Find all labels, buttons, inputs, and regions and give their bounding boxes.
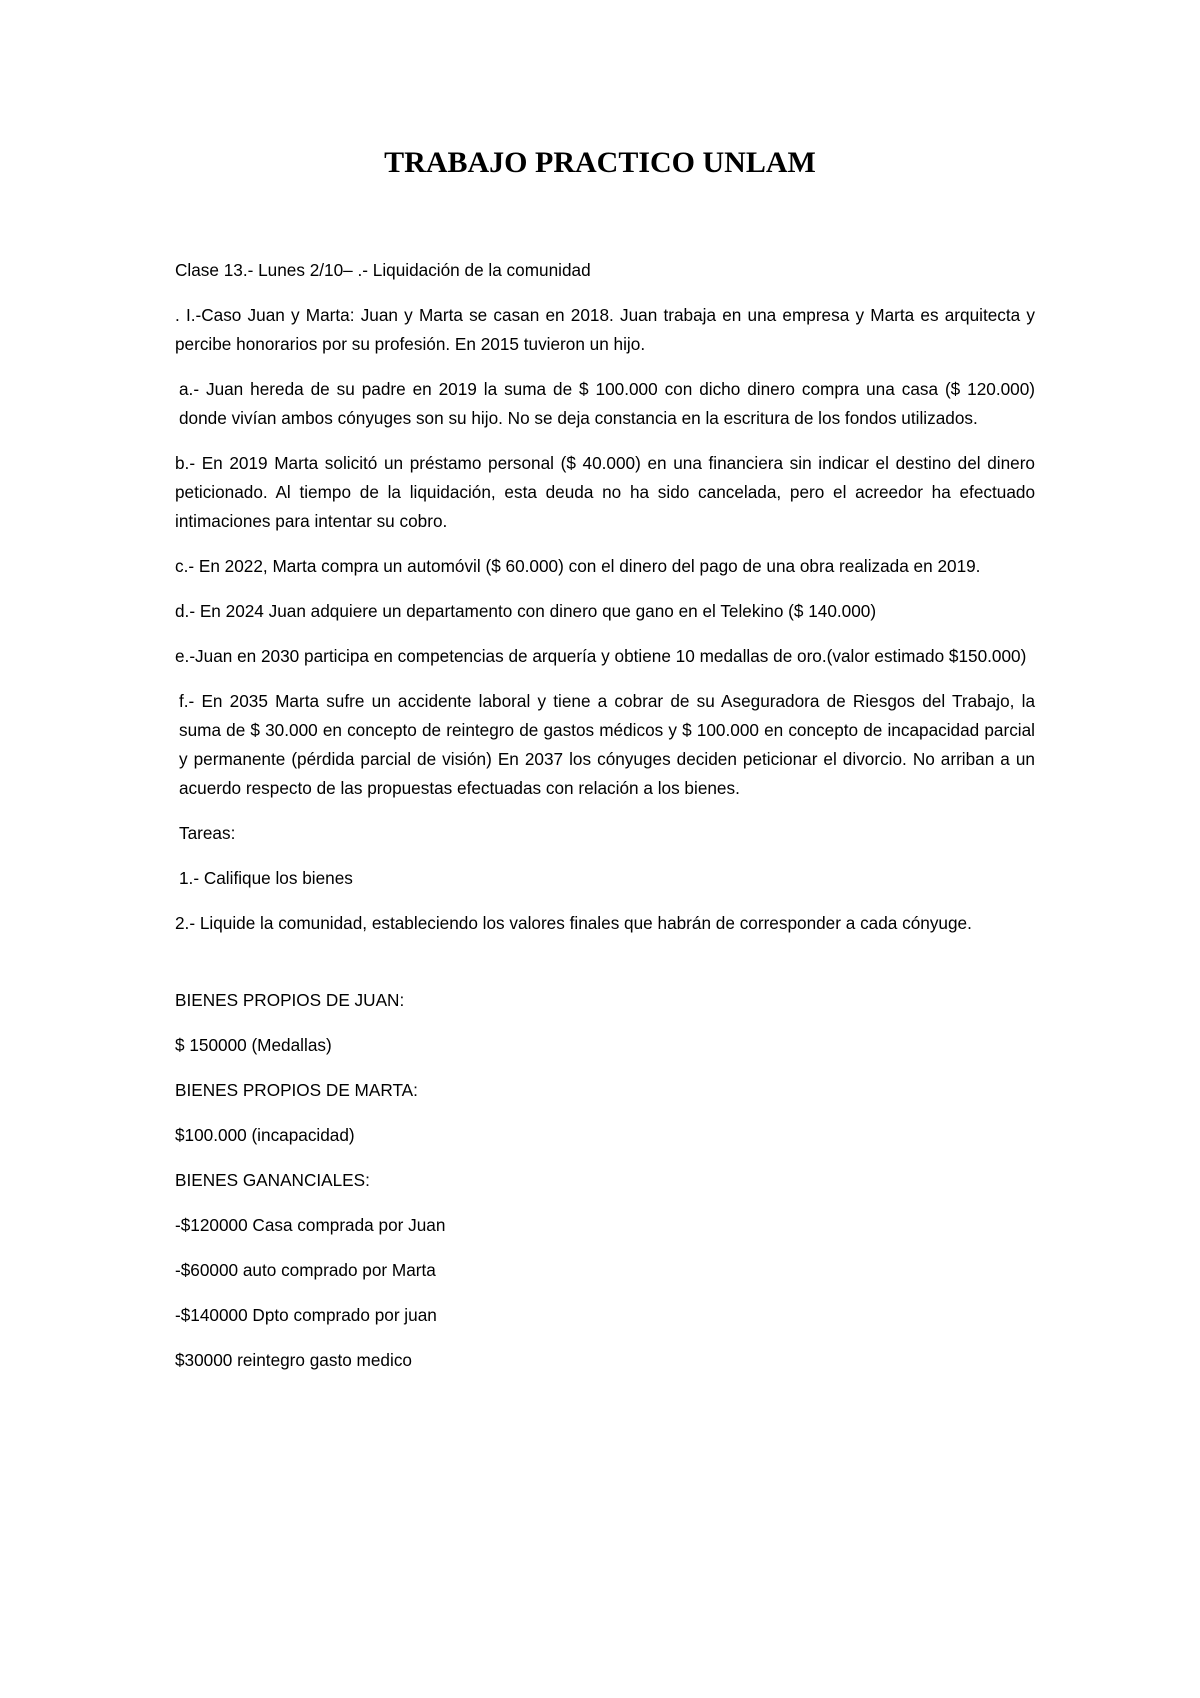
item-f-paragraph: f.- En 2035 Marta sufre un accidente laboral y tiene a cobrar de su Aseguradora de Riesgos del Trabajo, la suma de $ 30.000 en concepto de reintegro de gastos médicos y $ 100.000 en concepto de incapacidad parcial y permanente (pérdida parcial de visión) En 2037 los cónyuges deciden peticionar el divorcio. No arriban a un acuerdo respecto de las propuestas efectuadas con relación a los bienes. xyxy=(179,691,1035,798)
document-title: TRABAJO PRACTICO UNLAM xyxy=(384,146,816,179)
bienes-juan-item: $ 150000 (Medallas) xyxy=(175,1035,332,1055)
bienes-marta-label: BIENES PROPIOS DE MARTA: xyxy=(175,1080,418,1100)
clase-line: Clase 13.- Lunes 2/10– .- Liquidación de la comunidad xyxy=(175,260,591,280)
tareas-label: Tareas: xyxy=(179,823,236,843)
tarea-1: 1.- Califique los bienes xyxy=(179,868,353,888)
gananciales-item: -$140000 Dpto comprado por juan xyxy=(175,1305,437,1325)
caso-paragraph: . I.-Caso Juan y Marta: Juan y Marta se casan en 2018. Juan trabaja en una empresa y Marta es arquitecta y percibe honorarios por su profesión. En 2015 tuvieron un hijo. xyxy=(175,305,1035,354)
gananciales-item: $30000 reintegro gasto medico xyxy=(175,1350,412,1370)
document-body xyxy=(175,256,1035,1391)
item-e-paragraph: e.-Juan en 2030 participa en competencias de arquería y obtiene 10 medallas de oro.(valor estimado $150.000) xyxy=(175,646,1027,666)
tarea-2: 2.- Liquide la comunidad, estableciendo los valores finales que habrán de corresponder a cada cónyuge. xyxy=(175,913,972,933)
item-c-paragraph: c.- En 2022, Marta compra un automóvil ($ 60.000) con el dinero del pago de una obra realizada en 2019. xyxy=(175,556,981,576)
gananciales-item: -$60000 auto comprado por Marta xyxy=(175,1260,436,1280)
bienes-juan-label: BIENES PROPIOS DE JUAN: xyxy=(175,990,405,1010)
gananciales-item: -$120000 Casa comprada por Juan xyxy=(175,1215,446,1235)
gananciales-label: BIENES GANANCIALES: xyxy=(175,1170,370,1190)
item-b-paragraph: b.- En 2019 Marta solicitó un préstamo personal ($ 40.000) en una financiera sin indicar el destino del dinero peticionado. Al tiempo de la liquidación, esta deuda no ha sido cancelada, pero el acreedor ha efectuado intimaciones para intentar su cobro. xyxy=(175,453,1035,531)
item-d-paragraph: d.- En 2024 Juan adquiere un departamento con dinero que gano en el Telekino ($ 140.000) xyxy=(175,601,877,621)
bienes-marta-item: $100.000 (incapacidad) xyxy=(175,1125,355,1145)
item-a-paragraph: a.- Juan hereda de su padre en 2019 la suma de $ 100.000 con dicho dinero compra una casa ($ 120.000) donde vivían ambos cónyuges son su hijo. No se deja constancia en la escritura de los fondos utilizados. xyxy=(179,379,1035,428)
